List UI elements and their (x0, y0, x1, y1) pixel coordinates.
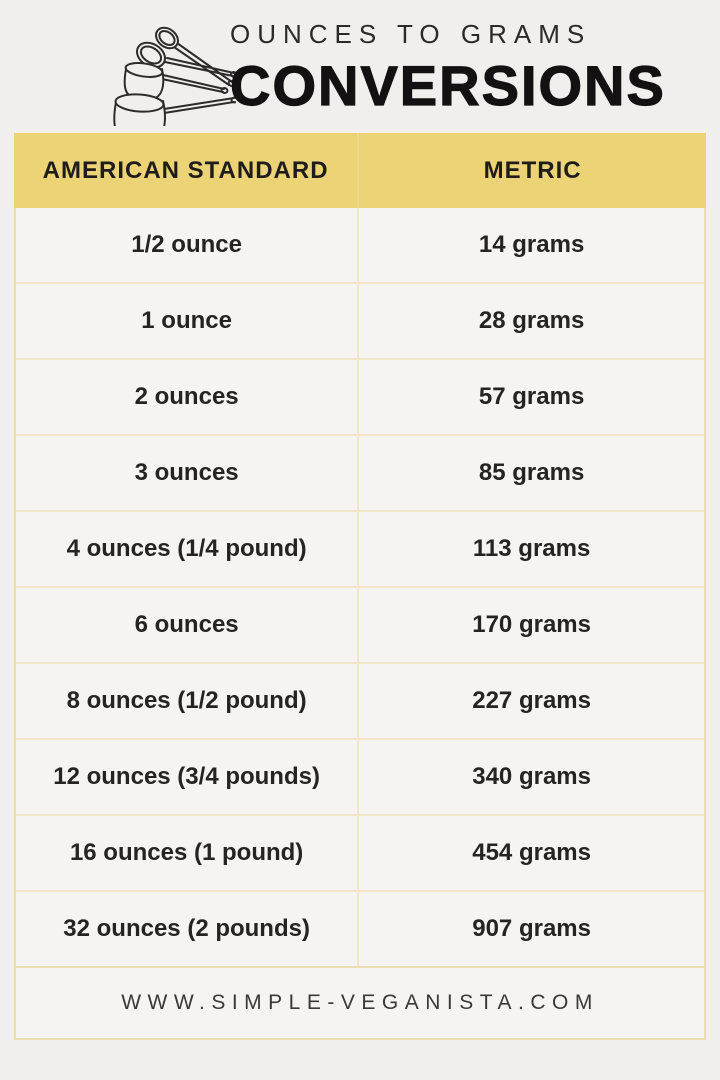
metric-value: 340 grams (472, 763, 591, 790)
standard-value: 12 ounces (3/4 pounds) (16, 740, 359, 814)
table-row (16, 208, 704, 282)
standard-value: 8 ounces (1/2 pound) (16, 664, 359, 738)
table-footer (14, 968, 706, 1040)
table-row (16, 510, 704, 586)
conversion-table (14, 133, 706, 1040)
metric-value: 85 grams (478, 459, 585, 486)
column-header-american-standard: AMERICAN STANDARD (14, 133, 359, 208)
metric-value: 454 grams (472, 839, 591, 866)
standard-value: 1/2 ounce (16, 208, 359, 282)
title-block (230, 15, 666, 118)
table-row (16, 738, 704, 814)
table-header-row (14, 133, 706, 208)
standard-value: 3 ounces (16, 436, 359, 510)
website-url: WWW.SIMPLE-VEGANISTA.COM (121, 991, 599, 1014)
standard-value: 16 ounces (1 pound) (16, 816, 359, 890)
poster-header (0, 0, 720, 133)
measuring-spoons-icon (56, 14, 236, 126)
metric-value: 227 grams (472, 687, 591, 714)
poster-title: CONVERSIONS (230, 54, 666, 117)
metric-value: 57 grams (478, 383, 585, 410)
table-row (16, 814, 704, 890)
metric-value: 113 grams (472, 535, 591, 562)
table-body (14, 208, 706, 968)
table-row (16, 282, 704, 358)
metric-value: 14 grams (478, 231, 585, 258)
table-row (16, 662, 704, 738)
standard-value: 4 ounces (1/4 pound) (16, 512, 359, 586)
table-row (16, 358, 704, 434)
table-row (16, 586, 704, 662)
table-row (16, 890, 704, 966)
standard-value: 1 ounce (16, 284, 359, 358)
table-row (16, 434, 704, 510)
standard-value: 6 ounces (16, 588, 359, 662)
column-header-metric: METRIC (483, 156, 582, 184)
metric-value: 907 grams (472, 915, 591, 942)
standard-value: 2 ounces (16, 360, 359, 434)
poster-subtitle: OUNCES TO GRAMS (230, 19, 592, 49)
metric-value: 28 grams (478, 307, 585, 334)
metric-value: 170 grams (472, 611, 591, 638)
standard-value: 32 ounces (2 pounds) (16, 892, 359, 966)
